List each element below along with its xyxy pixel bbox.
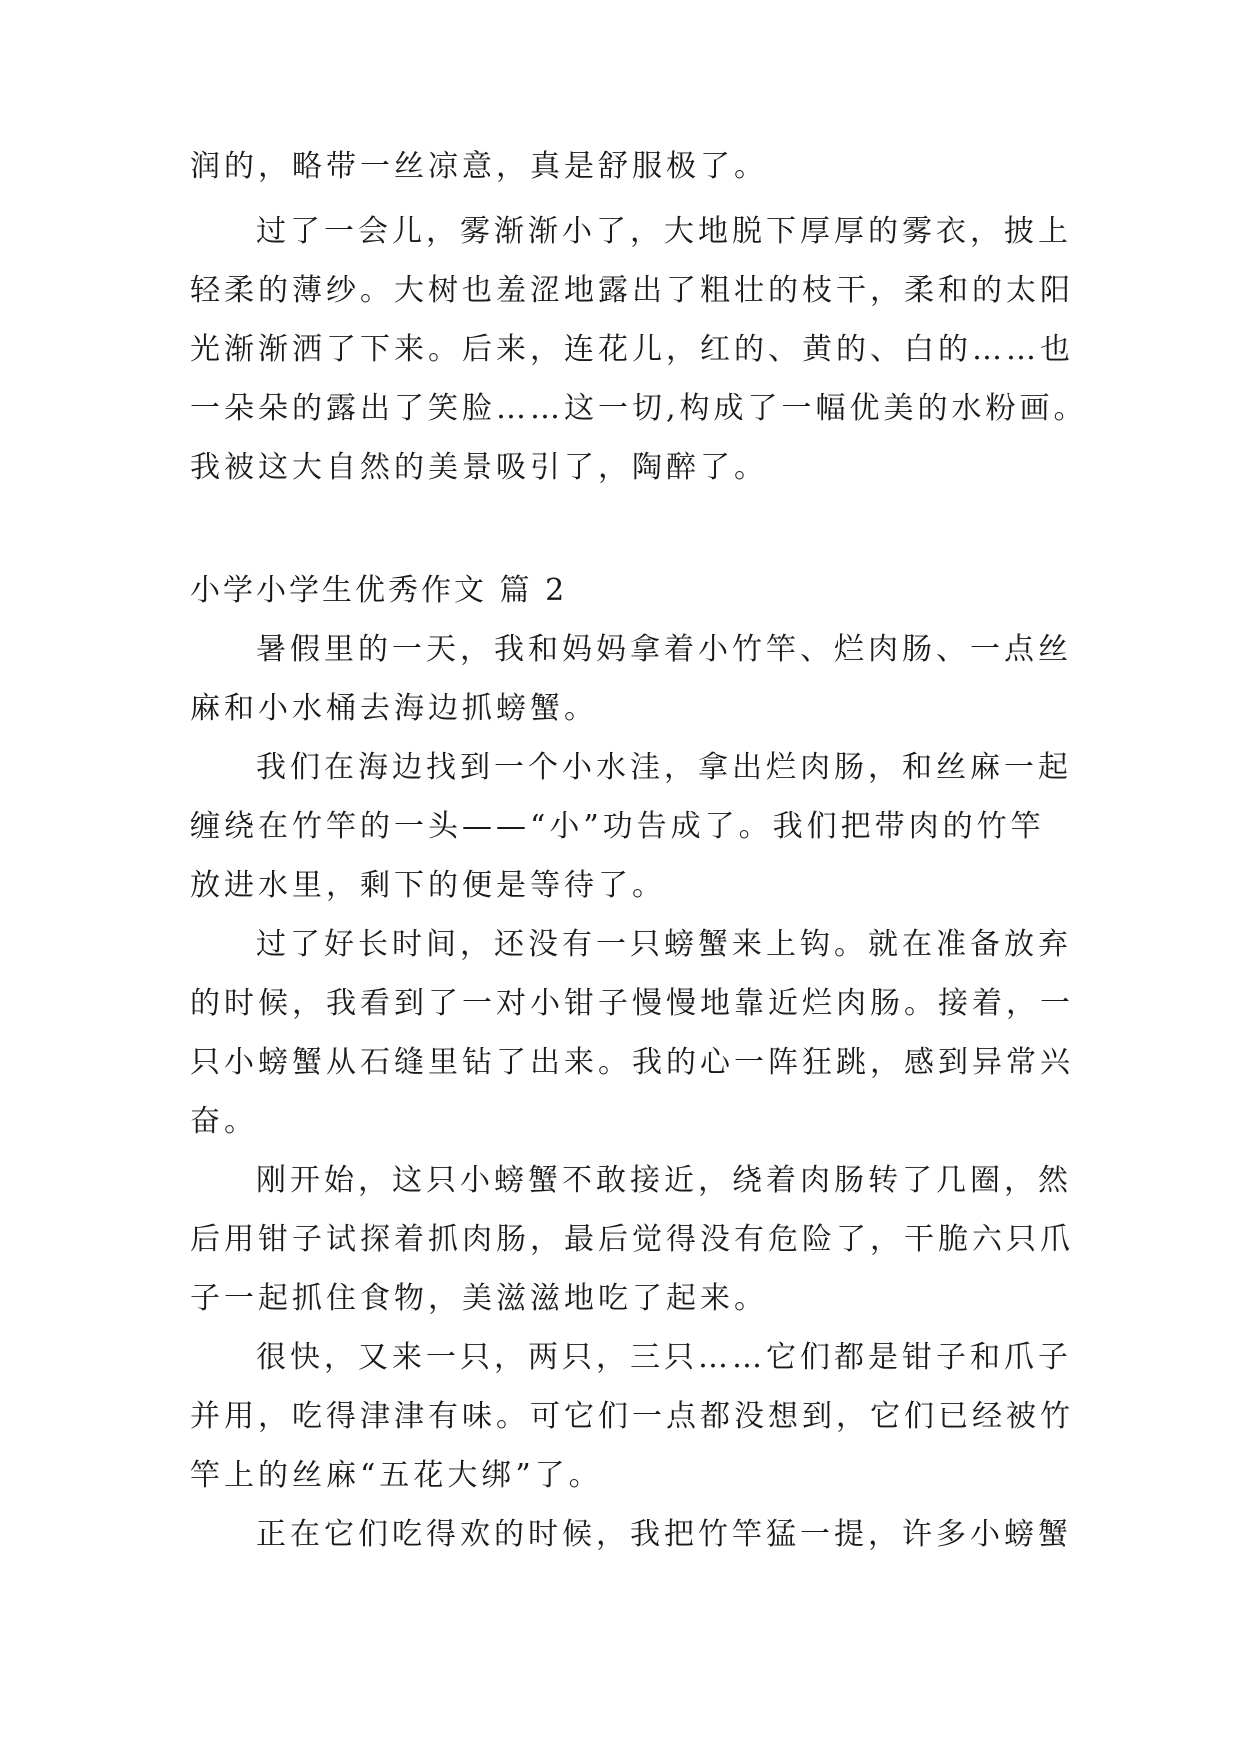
text-line: 奋。: [190, 1104, 258, 1139]
paragraph-start-line: 很快，又来一只，两只，三只……它们都是钳子和爪子: [256, 1340, 1072, 1375]
section-heading: 小学小学生优秀作文 篇 2: [190, 573, 568, 608]
text-line: 麻和小水桶去海边抓螃蟹。: [190, 691, 598, 726]
text-line: 一朵朵的露出了笑脸……这一切,构成了一幅优美的水粉画。: [190, 391, 1088, 426]
text-line: 并用，吃得津津有味。可它们一点都没想到，它们已经被竹: [190, 1399, 1074, 1434]
paragraph-start-line: 过了一会儿，雾渐渐小了，大地脱下厚厚的雾衣，披上: [256, 214, 1072, 249]
text-line: 缠绕在竹竿的一头——“小”功告成了。我们把带肉的竹竿: [190, 809, 1045, 844]
paragraph-start-line: 过了好长时间，还没有一只螃蟹来上钩。就在准备放弃: [256, 927, 1072, 962]
paragraph-start-line: 我们在海边找到一个小水洼，拿出烂肉肠，和丝麻一起: [256, 750, 1072, 785]
paragraph-start-line: 刚开始，这只小螃蟹不敢接近，绕着肉肠转了几圈，然: [256, 1163, 1072, 1198]
text-line: 只小螃蟹从石缝里钻了出来。我的心一阵狂跳，感到异常兴: [190, 1045, 1074, 1080]
text-line: 竿上的丝麻“五花大绑”了。: [190, 1458, 603, 1493]
paragraph-start-line: 暑假里的一天，我和妈妈拿着小竹竿、烂肉肠、一点丝: [256, 632, 1072, 667]
paragraph-start-line: 正在它们吃得欢的时候，我把竹竿猛一提，许多小螃蟹: [256, 1517, 1072, 1552]
text-line: 子一起抓住食物，美滋滋地吃了起来。: [190, 1281, 768, 1316]
text-line: 轻柔的薄纱。大树也羞涩地露出了粗壮的枝干，柔和的太阳: [190, 273, 1074, 308]
text-line: 我被这大自然的美景吸引了，陶醉了。: [190, 450, 768, 485]
text-line: 后用钳子试探着抓肉肠，最后觉得没有危险了，干脆六只爪: [190, 1222, 1074, 1257]
text-line: 光渐渐洒了下来。后来，连花儿，红的、黄的、白的……也: [190, 332, 1074, 367]
text-line: 润的，略带一丝凉意，真是舒服极了。: [190, 149, 768, 184]
text-line: 的时候，我看到了一对小钳子慢慢地靠近烂肉肠。接着，一: [190, 986, 1074, 1021]
text-line: 放进水里，剩下的便是等待了。: [190, 868, 666, 903]
